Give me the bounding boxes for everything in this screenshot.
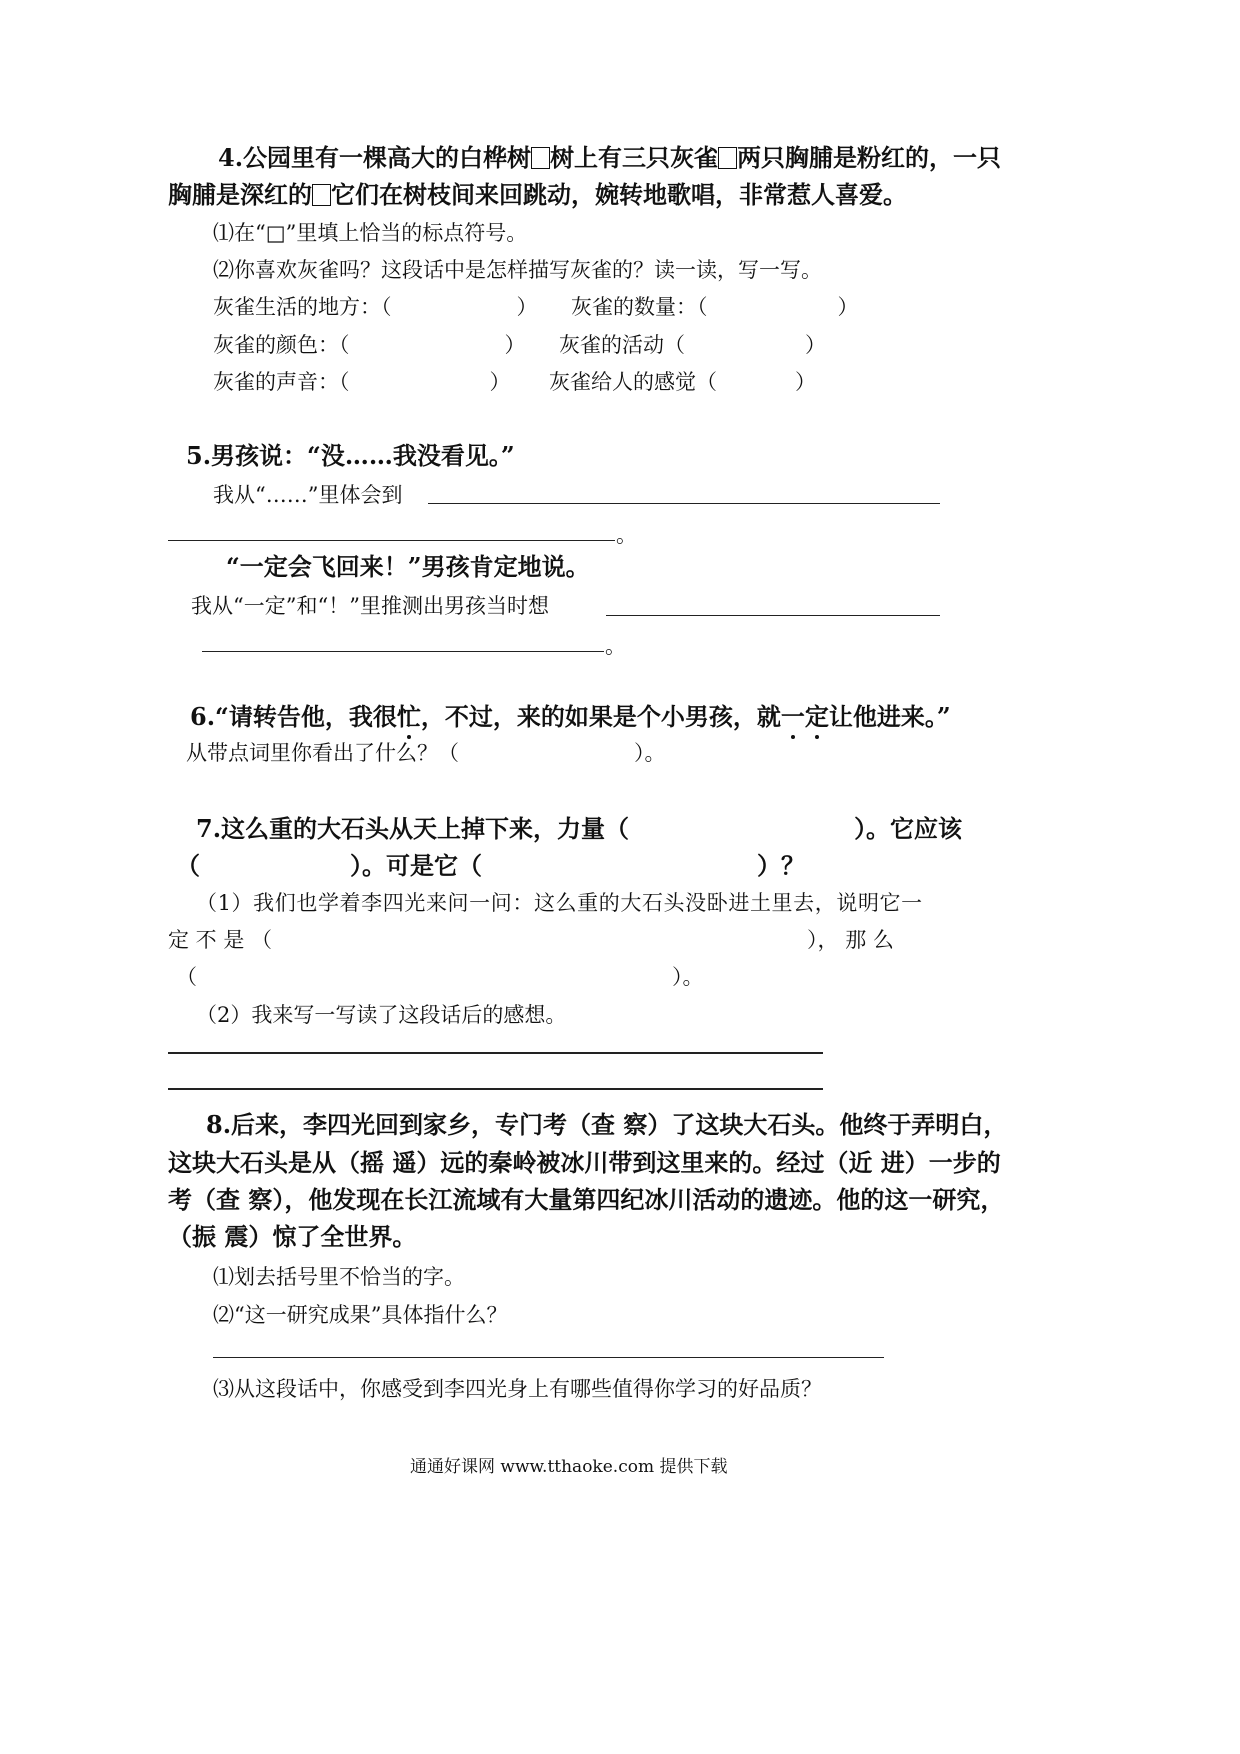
sound-field[interactable] — [213, 367, 511, 397]
close-paren: ） — [504, 333, 526, 357]
q5-quote1: 5.男孩说：“没……我没看见。” — [186, 441, 515, 470]
q7-text: （ — [176, 851, 200, 880]
q7-sub2: （2）我来写一写读了这段话后的感想。 — [196, 1003, 567, 1027]
close-paren: ） — [837, 295, 859, 319]
count-label: 灰雀的数量：（ — [571, 295, 708, 319]
answer-line[interactable] — [168, 1052, 823, 1054]
blank-box[interactable] — [718, 147, 737, 169]
q7-text: ）。 — [672, 965, 704, 989]
q7-sub1-line2[interactable] — [168, 925, 894, 955]
q6-question-text: 从带点词里你看出了什么？（ — [186, 741, 459, 765]
q7-line2[interactable] — [176, 851, 805, 881]
q7-sub1-line1: （1）我们也学着李四光来问一问：这么重的大石头没卧进土里去，说明它一 — [196, 891, 923, 915]
q5-quote2: “一定会飞回来！”男孩肯定地说。 — [226, 552, 590, 581]
close-paren: ） — [805, 333, 826, 357]
q6-question[interactable] — [186, 738, 666, 768]
emphasis-dot-char: 定 — [804, 702, 829, 731]
place-label: 灰雀生活的地方：（ — [213, 295, 392, 319]
color-field[interactable] — [213, 330, 526, 360]
q7-text: 定 不 是 （ — [168, 928, 273, 952]
q7-text: ）， 那 么 — [807, 928, 894, 952]
q7-text: （ — [176, 965, 197, 989]
q4-text: 它们在树枝间来回跳动，婉转地歌唱，非常惹人喜爱。 — [331, 180, 907, 209]
q4-line1 — [218, 143, 1001, 173]
q4-sub2: ⑵你喜欢灰雀吗？这段话中是怎样描写灰雀的？读一读，写一写。 — [213, 258, 822, 282]
q7-text: ）？ — [757, 851, 805, 880]
answer-line[interactable] — [168, 540, 615, 541]
q8-line1: 8.后来，李四光回到家乡，专门考（查 察）了这块大石头。他终于弄明白， — [206, 1110, 1008, 1139]
emphasis-dot-char: 一 — [780, 702, 805, 731]
q7-text: ）。可是它（ — [350, 851, 482, 880]
q7-text: ）。它应该 — [854, 814, 963, 843]
q8-sub1: ⑴划去括号里不恰当的字。 — [213, 1265, 465, 1289]
q6-text: ，不过，来的如果是个小男孩，就 — [420, 702, 781, 731]
emphasis-dot-char: 忙 — [396, 702, 421, 731]
count-field[interactable] — [571, 292, 859, 322]
feeling-label: 灰雀给人的感觉（ — [549, 370, 717, 394]
answer-line[interactable] — [202, 651, 604, 652]
blank-box[interactable] — [312, 184, 331, 206]
q6-text: 6.“请转告他，我很 — [190, 702, 397, 731]
q8-sub2: ⑵“这一研究成果”具体指什么？ — [213, 1303, 508, 1327]
close-paren: ） — [795, 370, 816, 394]
q7-text: 7.这么重的大石头从天上掉下来，力量（ — [196, 814, 630, 843]
color-label: 灰雀的颜色：（ — [213, 333, 350, 357]
activity-label: 灰雀的活动（ — [559, 333, 685, 357]
q8-sub3: ⑶从这段话中，你感受到李四光身上有哪些值得你学习的好品质？ — [213, 1377, 822, 1401]
activity-field[interactable] — [559, 330, 826, 360]
answer-line[interactable] — [428, 503, 940, 504]
close-paren: ） — [516, 295, 538, 319]
end-mark: 。 — [616, 523, 637, 547]
q6-text: 让他进来。” — [828, 702, 951, 731]
q7-sub1-line3[interactable] — [176, 962, 704, 992]
q4-text: 4.公园里有一棵高大的白桦树 — [218, 143, 532, 172]
blank-box[interactable] — [531, 147, 550, 169]
place-field[interactable] — [213, 292, 538, 322]
q4-sub1: ⑴在“□”里填上恰当的标点符号。 — [213, 221, 528, 245]
q5-prompt1: 我从“……”里体会到 — [213, 483, 403, 507]
answer-line[interactable] — [213, 1357, 884, 1358]
q4-text: 两只胸脯是粉红的，一只 — [737, 143, 1002, 172]
answer-line[interactable] — [606, 615, 940, 616]
answer-line[interactable] — [168, 1088, 823, 1090]
q6-quote — [190, 702, 951, 732]
close-paren: ） — [489, 370, 511, 394]
feeling-field[interactable] — [549, 367, 816, 397]
q4-line2 — [168, 180, 907, 210]
q7-line1[interactable] — [196, 814, 962, 844]
sound-label: 灰雀的声音：（ — [213, 370, 350, 394]
end-mark: 。 — [605, 634, 626, 658]
q4-text: 胸脯是深红的 — [168, 180, 312, 209]
q5-prompt2: 我从“一定”和“！”里推测出男孩当时想 — [191, 594, 549, 618]
q4-text: 树上有三只灰雀 — [550, 143, 719, 172]
q8-line4: （振 震）惊了全世界。 — [168, 1222, 417, 1251]
footer-credit: 通通好课网 www.tthaoke.com 提供下载 — [410, 1457, 728, 1477]
close-paren: ）。 — [634, 741, 666, 765]
q8-line3: 考（查 察），他发现在长江流域有大量第四纪冰川活动的遗迹。他的这一研究， — [168, 1185, 1005, 1214]
q8-line2: 这块大石头是从（摇 遥）远的秦岭被冰川带到这里来的。经过（近 进）一步的 — [168, 1148, 1001, 1177]
